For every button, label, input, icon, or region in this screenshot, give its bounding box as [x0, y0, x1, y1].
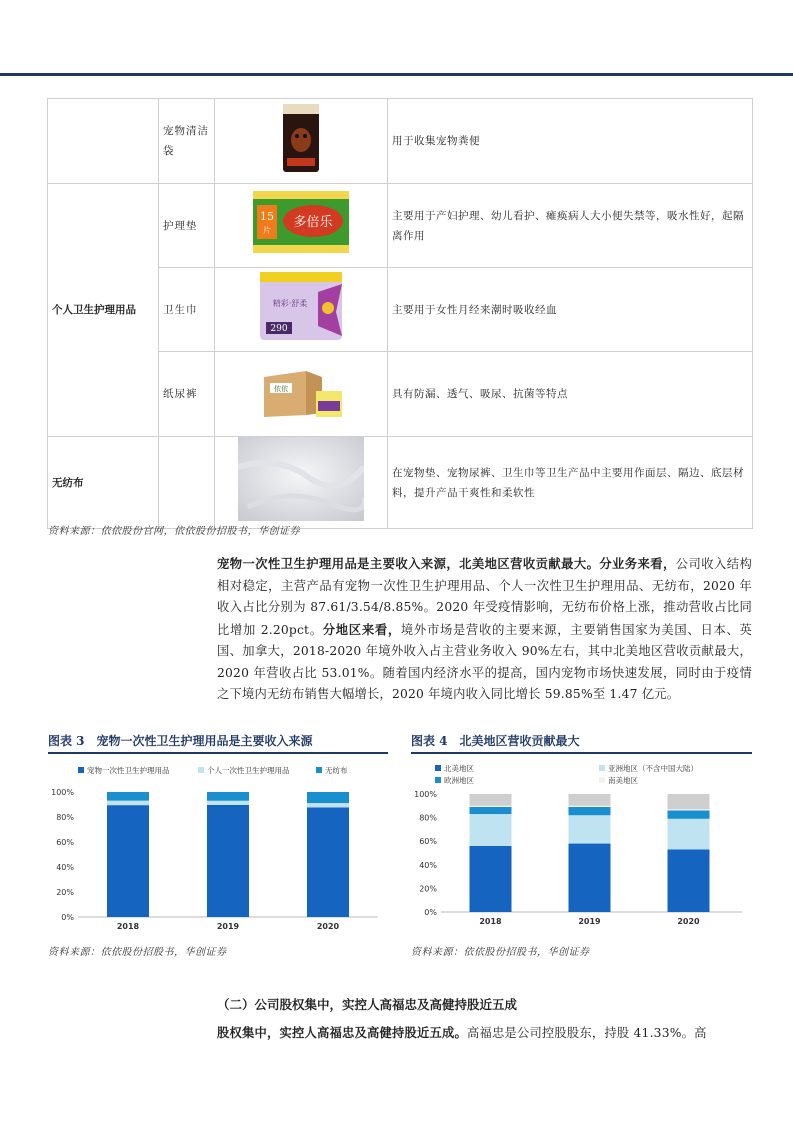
- y-tick-label: 80%: [56, 813, 74, 822]
- x-tick-label: 2020: [316, 922, 340, 931]
- y-tick-label: 100%: [414, 790, 437, 799]
- y-tick-label: 60%: [419, 837, 437, 847]
- product-image-diaper: [215, 352, 388, 437]
- bar-segment: [569, 815, 611, 843]
- legend-swatch: [435, 765, 441, 771]
- pad-brand-text: 多倍乐: [293, 215, 333, 230]
- napkin-size-text: 290: [270, 324, 288, 334]
- fig4-chart: [411, 757, 752, 937]
- fig3-chart: [48, 757, 388, 937]
- table-cell-name: [159, 437, 215, 529]
- legend-label: 宠物一次性卫生护理用品: [87, 766, 170, 775]
- table-cell-name: 护理垫: [159, 184, 215, 268]
- y-tick-label: 100%: [51, 788, 74, 797]
- fig4-title-rule: [411, 752, 752, 754]
- table-cell-name: 宠物清洁袋: [159, 99, 215, 184]
- fig3-source-note: 资料来源：依依股份招股书，华创证券: [48, 947, 227, 958]
- y-tick-label: 20%: [56, 888, 74, 897]
- diaper-box-image: [256, 361, 346, 421]
- x-tick-label: 2018: [479, 917, 502, 926]
- table-cell-name: 纸尿裤: [159, 352, 215, 437]
- nonwoven-fabric-image: [238, 437, 364, 521]
- para2-bold: 股权集中，实控人高福忠及高健持股近五成。: [217, 1025, 467, 1040]
- para1-text-2: 境外市场是营收的主要来源，主要销售国家为美国、日本、英国、加拿大，2018-2020 年境外收入占主营业务收入 90%左右，其中北美地区营收贡献最大，2020 年营收占比 53.01%。随着国内经济水平的提高，国内宠物市场快速发展，同时由于疫情之下境内无纺布销售大幅增长，2020 年境内收入同比增长 59.85%至 1.47 亿元。: [217, 622, 753, 701]
- legend-swatch: [316, 767, 322, 773]
- body-paragraph-1: [217, 553, 752, 706]
- table-row: [48, 184, 753, 268]
- table-cell-category: [48, 99, 159, 184]
- para2-text: 高福忠是公司控股股东，持股 41.33%。高: [466, 1026, 707, 1040]
- legend-label: 个人一次性卫生护理用品: [207, 766, 290, 775]
- legend-label: 南美地区: [608, 776, 638, 785]
- bar-segment: [668, 794, 710, 809]
- bar-segment: [470, 846, 512, 912]
- bar-segment: [668, 811, 710, 819]
- table-cell-category: 无纺布: [48, 437, 159, 529]
- fig4-title: 图表 4 北美地区营收贡献最大: [411, 734, 580, 748]
- legend-label: 无纺布: [325, 766, 348, 775]
- bar-segment: [207, 792, 249, 801]
- y-tick-label: 80%: [419, 813, 437, 823]
- bar-segment: [569, 844, 611, 912]
- bar-segment: [668, 809, 710, 810]
- bar-segment: [207, 805, 249, 917]
- table-cell-name: 卫生巾: [159, 268, 215, 352]
- bar-segment: [569, 794, 611, 806]
- fig3-title: 图表 3 宠物一次性卫生护理用品是主要收入来源: [48, 734, 313, 748]
- y-tick-label: 20%: [419, 884, 437, 894]
- bar-segment: [668, 849, 710, 912]
- x-tick-label: 2020: [677, 917, 700, 926]
- body-paragraph-2: [217, 1022, 752, 1045]
- product-image-bag: [215, 99, 388, 184]
- bar-segment: [307, 807, 349, 917]
- y-tick-label: 60%: [56, 838, 74, 847]
- table-cell-desc: 用于收集宠物粪便: [388, 99, 753, 184]
- y-tick-label: 0%: [424, 908, 437, 917]
- legend-swatch: [78, 767, 84, 773]
- bar-segment: [569, 807, 611, 815]
- bar-segment: [470, 806, 512, 807]
- bar-segment: [307, 792, 349, 803]
- legend-swatch: [599, 777, 605, 783]
- legend-label: 亚洲地区（不含中国大陆）: [608, 764, 698, 773]
- bar-segment: [470, 794, 512, 806]
- bar-segment: [107, 805, 149, 917]
- table-row: [48, 437, 753, 529]
- diaper-brand-text: 依依: [274, 384, 288, 393]
- pad-package-image: [251, 187, 351, 257]
- fig3-title-rule: [48, 752, 388, 754]
- legend-label: 欧洲地区: [444, 776, 474, 785]
- pad-unit-text: 片: [263, 226, 271, 235]
- para1-bold-2: 分地区来看，: [322, 621, 401, 637]
- napkin-brand-text: 精彩·舒柔: [272, 299, 308, 308]
- y-tick-label: 40%: [419, 860, 437, 870]
- napkin-package-image: [256, 268, 346, 344]
- table-cell-category: 个人卫生护理用品: [48, 184, 159, 437]
- product-table: [47, 98, 753, 529]
- x-tick-label: 2018: [116, 922, 140, 931]
- bar-segment: [470, 814, 512, 846]
- table-source-note: 资料来源：依依股份官网，依依股份招股书，华创证券: [48, 526, 300, 537]
- x-tick-label: 2019: [216, 922, 240, 931]
- bar-segment: [207, 801, 249, 805]
- legend-swatch: [599, 765, 605, 771]
- table-row: [48, 99, 753, 184]
- bar-segment: [470, 807, 512, 814]
- para1-text-1: 公司收入结构相对稳定，主营产品有宠物一次性卫生护理用品、个人一次性卫生护理用品、无纺布，2020 年收入占比分别为 87.61/3.54/8.85%。2020 年受疫情影响，无纺布价格上涨，推动营收占比同比增加 2.20pct。: [217, 557, 752, 637]
- section-heading: （二）公司股权集中，实控人高福忠及高健持股近五成: [217, 997, 518, 1012]
- table-cell-desc: 在宠物垫、宠物尿裤、卫生巾等卫生产品中主要用作面层、隔边、底层材料，提升产品干爽性和柔软性: [388, 437, 753, 529]
- product-image-napkin: [215, 268, 388, 352]
- header-rule: [0, 73, 793, 76]
- bar-segment: [668, 819, 710, 850]
- fig4-source-note: 资料来源：依依股份招股书，华创证券: [411, 947, 590, 958]
- bar-segment: [107, 801, 149, 806]
- table-cell-desc: 具有防漏、透气、吸尿、抗菌等特点: [388, 352, 753, 437]
- y-tick-label: 0%: [61, 913, 74, 922]
- y-tick-label: 40%: [56, 863, 74, 872]
- para1-bold-1: 宠物一次性卫生护理用品是主要收入来源，北美地区营收贡献最大。分业务来看，: [217, 556, 676, 571]
- bar-segment: [107, 792, 149, 801]
- product-image-pad: [215, 184, 388, 268]
- bag-image: [281, 102, 321, 174]
- bar-segment: [569, 806, 611, 807]
- legend-swatch: [198, 767, 204, 773]
- table-cell-desc: 主要用于女性月经来潮时吸收经血: [388, 268, 753, 352]
- x-tick-label: 2019: [578, 917, 601, 926]
- product-image-nonwoven: [215, 437, 388, 529]
- legend-swatch: [435, 777, 441, 783]
- legend-label: 北美地区: [444, 764, 474, 773]
- table-cell-desc: 主要用于产妇护理、幼儿看护、瘫痪病人大小便失禁等，吸水性好，起隔离作用: [388, 184, 753, 268]
- bar-segment: [307, 803, 349, 807]
- pad-badge-text: 15: [260, 210, 274, 223]
